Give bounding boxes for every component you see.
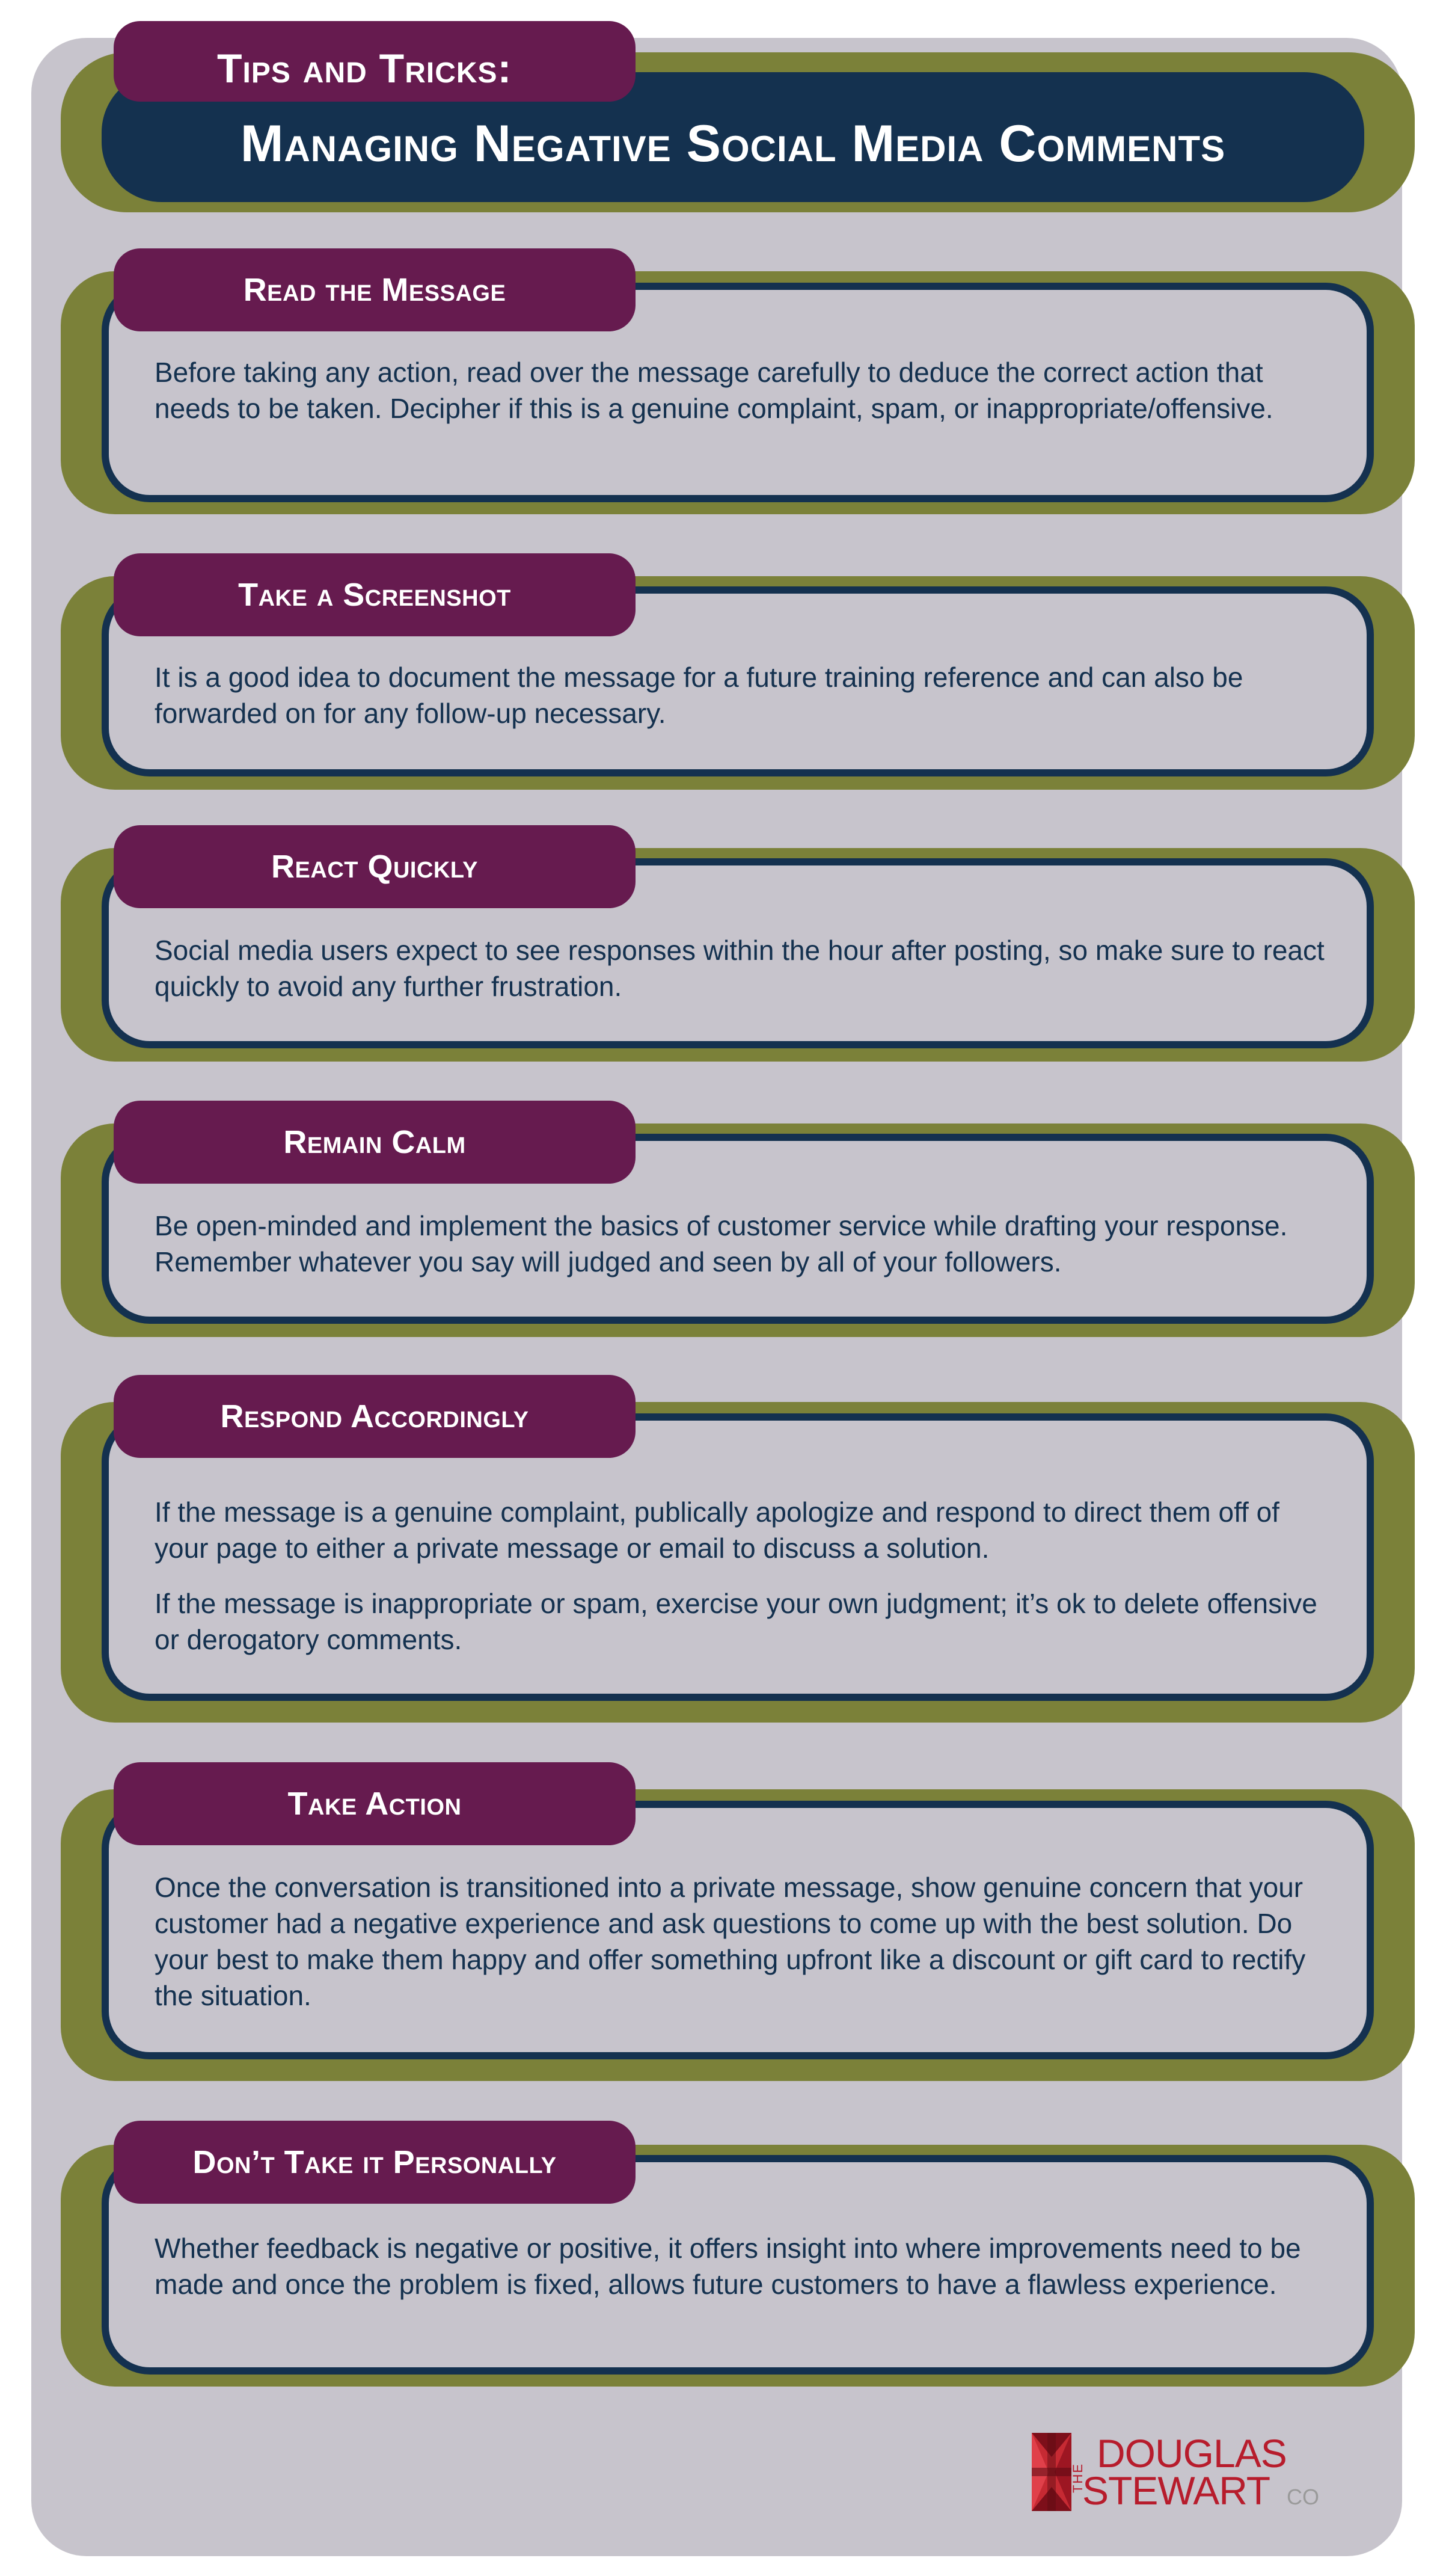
tip-heading: Don’t Take it Personally [192,2144,557,2180]
page-title: Managing Negative Social Media Comments [240,115,1226,173]
tip-heading: Take Action [287,1786,462,1822]
tip-body [155,1494,1337,1658]
tip-heading-tab [114,2121,636,2204]
tip-heading-tab [114,825,636,908]
tip-card-take-action [61,1762,1415,2081]
logo-co: CO [1287,2485,1319,2509]
tip-card-respond-accordingly [61,1375,1415,1723]
page-header [61,21,1415,212]
tip-body [155,659,1337,731]
tip-heading-tab [114,248,636,331]
tip-body [155,2230,1337,2302]
tip-heading-tab [114,1762,636,1845]
tip-paragraph: Social media users expect to see responses within the hour after posting, so make sure to react quickly to avoid any further frustration. [155,935,1325,1002]
tip-card-take-a-screenshot [61,553,1415,790]
tip-heading: Respond Accordingly [220,1398,529,1434]
tip-paragraph: Whether feedback is negative or positive, it offers insight into where improvements need to be made and once the problem is fixed, allows future customers to have a flawless experience. [155,2233,1301,2300]
tip-paragraph: It is a good idea to document the message for a future training reference and can also be forwarded on for any follow-up necessary. [155,662,1243,729]
logo-douglas: DOUGLAS [1097,2431,1287,2476]
tip-card-remain-calm [61,1101,1415,1337]
tip-card-dont-take-it-personally [61,2121,1415,2387]
tip-paragraph: Be open-minded and implement the basics of customer service while drafting your response. Remember whatever you say will judged and seen by all of your followers. [155,1210,1288,1277]
tip-body [155,1208,1337,1280]
tip-paragraph: Before taking any action, read over the message carefully to deduce the correct action that needs to be taken. Decipher if this is a genuine complaint, spam, or inappropriate/offensive. [155,357,1273,424]
tip-card-react-quickly [61,825,1415,1062]
tartan-mark-icon [1032,2433,1071,2511]
tip-card-read-the-message [61,248,1415,514]
tip-heading: Read the Message [243,272,506,308]
tip-heading: Remain Calm [283,1124,466,1160]
tip-paragraph: Once the conversation is transitioned into a private message, show genuine concern that your customer had a negative experience and ask questions to come up with the best solution. Do your best to make them happy and offer something upfront like a discount or gift card to rectify the situation. [155,1872,1306,2011]
logo-stewart: STEWART [1082,2468,1270,2513]
tip-paragraph: If the message is inappropriate or spam, exercise your own judgment; it’s ok to delete offensive or derogatory comments. [155,1588,1317,1655]
tip-body [155,1869,1337,2014]
tip-body [155,932,1337,1004]
douglas-stewart-logo [1032,2433,1320,2511]
tip-heading-tab [114,553,636,636]
header-eyebrow: Tips and Tricks: [217,46,512,91]
tip-paragraph: If the message is a genuine complaint, publically apologize and respond to direct them off of your page to either a private message or email to discuss a solution. [155,1496,1279,1564]
tip-heading: Take a Screenshot [238,577,511,613]
logo-the: THE [1070,2463,1085,2493]
tip-heading: React Quickly [271,849,478,885]
tip-body [155,354,1337,426]
tip-heading-tab [114,1375,636,1458]
tip-heading-tab [114,1101,636,1184]
